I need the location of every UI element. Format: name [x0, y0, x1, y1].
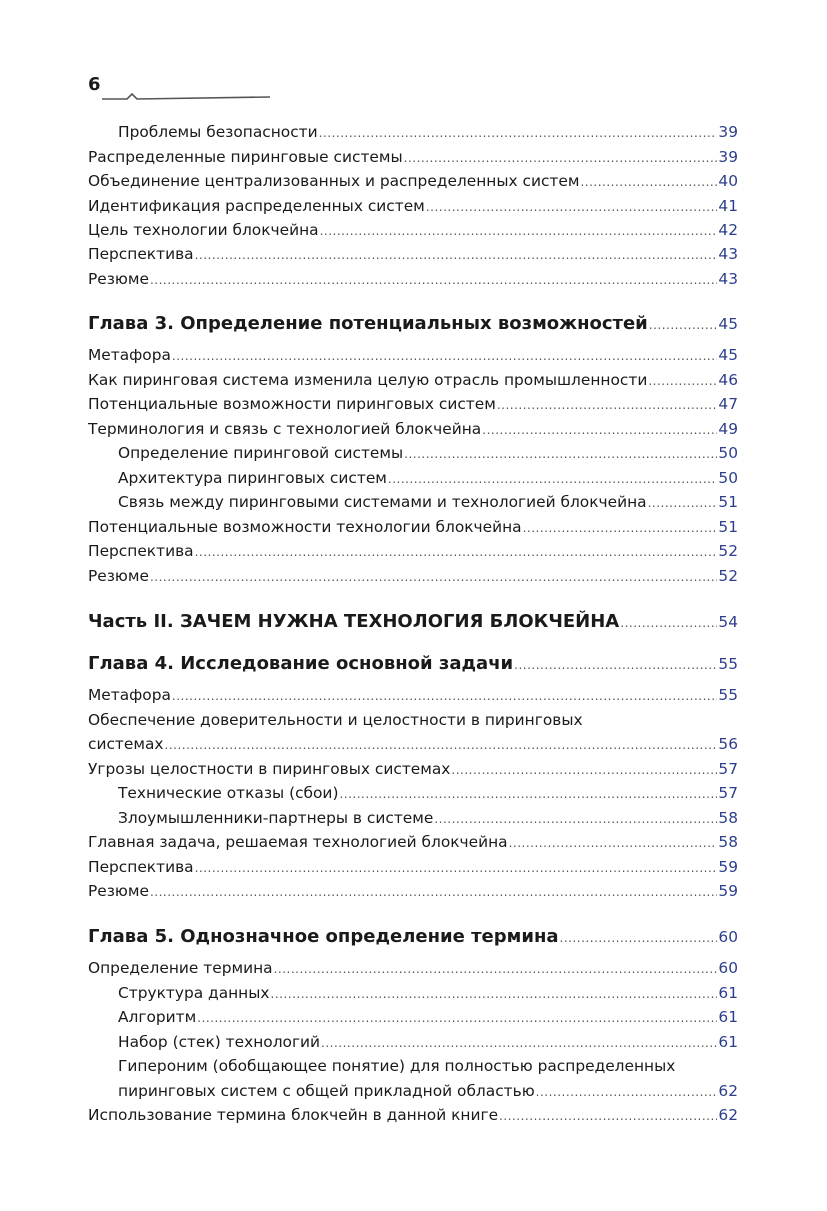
toc-part-heading[interactable] — [88, 611, 738, 636]
toc-entry-title: Структура данных — [118, 984, 270, 1002]
toc-entry[interactable] — [88, 760, 738, 785]
toc-entry-title: Угрозы целостности в пиринговых системах — [88, 760, 451, 778]
toc-entry[interactable] — [88, 858, 738, 883]
toc-page-number: 60 — [718, 928, 738, 946]
toc-page-number: 61 — [718, 1033, 738, 1051]
toc-entry[interactable] — [88, 833, 738, 858]
dot-leader — [321, 1036, 717, 1050]
toc-page-number: 58 — [718, 809, 738, 827]
toc-entry-title: Использование термина блокчейн в данной книге — [88, 1106, 499, 1124]
dot-leader — [497, 398, 718, 412]
dot-leader — [404, 447, 717, 461]
dot-leader — [271, 987, 718, 1001]
toc-page-number: 62 — [718, 1082, 738, 1100]
toc-entry[interactable] — [88, 346, 738, 371]
dot-leader — [434, 812, 717, 826]
dot-leader — [150, 570, 717, 584]
toc-entry-title: Определение пиринговой системы — [118, 444, 404, 462]
toc-entry[interactable] — [88, 686, 738, 711]
dot-leader — [499, 1109, 717, 1123]
dot-leader — [172, 689, 717, 703]
toc-page-number: 61 — [718, 984, 738, 1002]
toc-page-number: 45 — [718, 346, 738, 364]
toc-entry[interactable] — [88, 735, 738, 760]
dot-leader — [165, 738, 718, 752]
dot-leader — [649, 318, 718, 332]
dot-leader — [195, 861, 718, 875]
toc-entry-title: Цель технологии блокчейна — [88, 221, 319, 239]
dot-leader — [274, 962, 718, 976]
dot-leader — [197, 1011, 717, 1025]
toc-entry-title: Терминология и связь с технологией блокчейна — [88, 420, 482, 438]
toc-page-number: 56 — [718, 735, 738, 753]
toc-page-number: 50 — [718, 444, 738, 462]
toc-page-number: 39 — [718, 123, 738, 141]
toc-page-number: 39 — [718, 148, 738, 166]
toc-entry[interactable] — [88, 542, 738, 567]
toc-entry-title: Перспектива — [88, 858, 194, 876]
toc-entry[interactable] — [88, 221, 738, 246]
toc-page-number: 58 — [718, 833, 738, 851]
toc-entry[interactable] — [88, 1106, 738, 1131]
toc-page-number: 51 — [718, 493, 738, 511]
toc-page-number: 59 — [718, 858, 738, 876]
toc-entry[interactable] — [88, 420, 738, 445]
toc-page-number: 59 — [718, 882, 738, 900]
toc-entry[interactable] — [88, 148, 738, 173]
toc-page-number: 43 — [718, 245, 738, 263]
dot-leader — [523, 521, 718, 535]
toc-entry-title: Метафора — [88, 346, 171, 364]
dot-leader — [195, 248, 718, 262]
toc-entry-title: Связь между пиринговыми системами и технологией блокчейна — [118, 493, 647, 511]
dot-leader — [620, 616, 717, 630]
toc-entry[interactable] — [118, 123, 738, 148]
page-number: 6 — [88, 74, 101, 95]
dot-leader — [648, 496, 718, 510]
toc-page-number: 45 — [718, 315, 738, 333]
dot-leader — [536, 1085, 718, 1099]
dot-leader — [404, 151, 718, 165]
toc-entry-title: Злоумышленники-партнеры в системе — [118, 809, 434, 827]
dot-leader — [580, 175, 717, 189]
toc-entry[interactable] — [118, 1033, 738, 1058]
toc-entry[interactable] — [118, 493, 738, 518]
dot-leader — [560, 931, 718, 945]
dot-leader — [319, 126, 718, 140]
toc-entry-title: Главная задача, решаемая технологией блокчейна — [88, 833, 508, 851]
toc-entry[interactable] — [118, 809, 738, 834]
toc-entry[interactable] — [118, 784, 738, 809]
toc-entry[interactable] — [118, 469, 738, 494]
toc-entry-title: Глава 5. Однозначное определение термина — [88, 926, 559, 947]
toc-entry-title: Часть II. ЗАЧЕМ НУЖНА ТЕХНОЛОГИЯ БЛОКЧЕЙНА — [88, 611, 620, 632]
toc-entry[interactable] — [88, 197, 738, 222]
dot-leader — [388, 472, 718, 486]
toc-entry-title: Перспектива — [88, 542, 194, 560]
dot-leader — [451, 763, 717, 777]
toc-entry[interactable] — [88, 371, 738, 396]
toc-entry-title: Набор (стек) технологий — [118, 1033, 321, 1051]
toc-page-number: 51 — [718, 518, 738, 536]
toc-entry-title: пиринговых систем с общей прикладной областью — [118, 1082, 535, 1100]
toc-entry-first-line[interactable]: Гипероним (обобщающее понятие) для полностью распределенных — [118, 1057, 676, 1075]
toc-chapter-heading[interactable] — [88, 926, 738, 951]
toc-entry[interactable] — [88, 395, 738, 420]
toc-page-number: 50 — [718, 469, 738, 487]
toc-page-number: 55 — [718, 686, 738, 704]
toc-page-number: 62 — [718, 1106, 738, 1124]
toc-entry[interactable] — [88, 959, 738, 984]
toc-entry-title: Распределенные пиринговые системы — [88, 148, 403, 166]
dot-leader — [172, 349, 717, 363]
toc-page-number: 43 — [718, 270, 738, 288]
toc-page-number: 61 — [718, 1008, 738, 1026]
toc-entry-title: Объединение централизованных и распределенных систем — [88, 172, 580, 190]
toc-chapter-heading[interactable] — [88, 313, 738, 338]
toc-entry-title: Резюме — [88, 567, 149, 585]
dot-leader — [514, 658, 717, 672]
dot-leader — [195, 545, 718, 559]
toc-entry[interactable] — [88, 245, 738, 270]
toc-entry-title: Архитектура пиринговых систем — [118, 469, 387, 487]
toc-entry-title: Резюме — [88, 270, 149, 288]
toc-entry-title: Определение термина — [88, 959, 273, 977]
toc-page-number: 60 — [718, 959, 738, 977]
toc-page-number: 41 — [718, 197, 738, 215]
toc-entry[interactable] — [118, 1082, 738, 1107]
toc-entry-title: Метафора — [88, 686, 171, 704]
toc-page-number: 40 — [718, 172, 738, 190]
toc-page-number: 54 — [718, 613, 738, 631]
toc-page-number: 47 — [718, 395, 738, 413]
dot-leader — [150, 273, 717, 287]
toc-chapter-heading[interactable] — [88, 653, 738, 678]
toc-entry-title: Глава 3. Определение потенциальных возможностей — [88, 313, 648, 334]
toc-entry[interactable] — [88, 172, 738, 197]
toc-entry[interactable] — [118, 984, 738, 1009]
toc-page-number: 46 — [718, 371, 738, 389]
toc-page-number: 52 — [718, 567, 738, 585]
toc-page-number: 42 — [718, 221, 738, 239]
header-rule — [102, 93, 272, 103]
toc-entry-title: Технические отказы (сбои) — [118, 784, 339, 802]
dot-leader — [320, 224, 718, 238]
toc-entry-title: Резюме — [88, 882, 149, 900]
dot-leader — [426, 200, 718, 214]
toc-entry[interactable] — [118, 444, 738, 469]
toc-entry-title: Проблемы безопасности — [118, 123, 318, 141]
dot-leader — [339, 787, 717, 801]
toc-page-number: 52 — [718, 542, 738, 560]
toc-entry-title: Потенциальные возможности пиринговых систем — [88, 395, 496, 413]
toc-entry-title: системах — [88, 735, 164, 753]
toc-page-number: 49 — [718, 420, 738, 438]
toc-page-number: 57 — [718, 784, 738, 802]
toc-entry[interactable] — [118, 1008, 738, 1033]
toc-entry[interactable] — [88, 882, 738, 907]
dot-leader — [482, 423, 717, 437]
toc-entry[interactable] — [88, 567, 738, 592]
toc-entry[interactable] — [88, 270, 738, 295]
toc-entry-title: Потенциальные возможности технологии блокчейна — [88, 518, 522, 536]
toc-page-number: 57 — [718, 760, 738, 778]
toc-entry-first-line[interactable]: Обеспечение доверительности и целостности в пиринговых — [88, 711, 583, 729]
dot-leader — [150, 885, 717, 899]
toc-entry-title: Алгоритм — [118, 1008, 197, 1026]
toc-entry-title: Глава 4. Исследование основной задачи — [88, 653, 514, 674]
toc-page-number: 55 — [718, 655, 738, 673]
toc-entry-title: Идентификация распределенных систем — [88, 197, 425, 215]
toc-entry-title: Как пиринговая система изменила целую отрасль промышленности — [88, 371, 648, 389]
dot-leader — [509, 836, 718, 850]
toc-entry-title: Перспектива — [88, 245, 194, 263]
toc-entry[interactable] — [88, 518, 738, 543]
dot-leader — [648, 374, 717, 388]
